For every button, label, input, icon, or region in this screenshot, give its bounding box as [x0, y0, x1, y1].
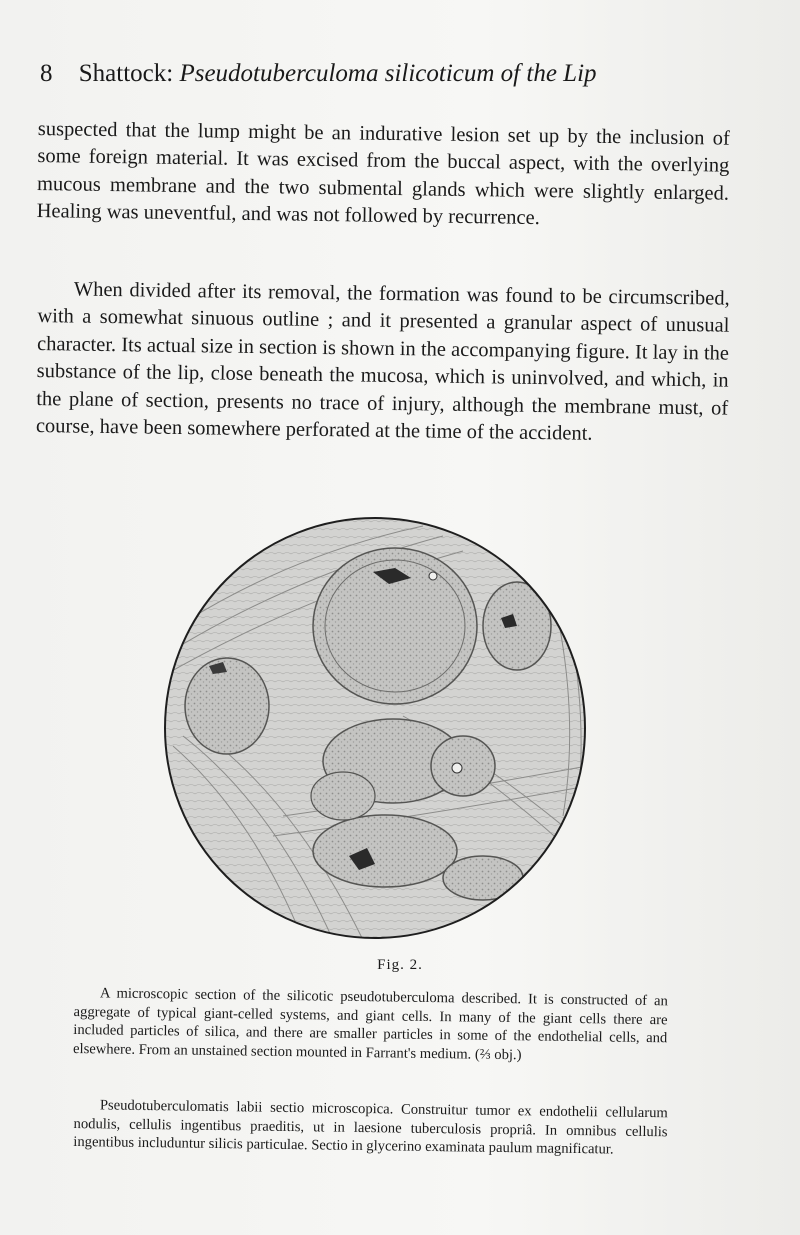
body-paragraph-2: When divided after its removal, the formation was found to be circumscribed, with a somewhat sinuous outline ; and it presented a granular aspect of unusual character. Its actual size in section is shown in the accompanying figure. It lay in the substance of the lip, close beneath the mucosa, which is uninvolved, and which, in the plane of section, presents no trace of injury, although the membrane must, of course, have been somewhere perforated at the time of the accident. [35, 278, 730, 445]
article-title: Pseudotuberculoma silicoticum of the Lip [179, 60, 597, 87]
figure-caption-latin: Pseudotuberculomatis labii sectio microscopica. Construitur tumor ex endothelii cellularum nodulis, cellulis ingentibus praeditis, ut in laesione tuberculosis propriâ. In omnibus cellulis ingentibus includuntur silicis particulae. Sectio in glycerino examinata paulum magnificatur. [73, 1097, 668, 1158]
micrograph-figure [163, 516, 587, 940]
figure-label: Fig. 2. [377, 957, 423, 973]
figure-caption-english: A microscopic section of the silicotic pseudotuberculoma described. It is constructed of an aggregate of typical giant-celled systems, and giant cells. In many of the giant cells there are included particles of silica, and there are smaller particles in some of the endothelial cells, and elsewhere. From an unstained section mounted in Farrant's medium. (⅔ obj.) [72, 985, 668, 1064]
author-name: Shattock: [78, 60, 174, 87]
running-head [40, 60, 740, 88]
page-number: 8 [40, 60, 53, 87]
body-paragraph-1: suspected that the lump might be an indurative lesion set up by the inclusion of some foreign material. It was excised from the buccal aspect, with the overlying mucous membrane and the two submental glands which were slightly enlarged. Healing was uneventful, and was not followed by recurrence. [36, 117, 730, 230]
